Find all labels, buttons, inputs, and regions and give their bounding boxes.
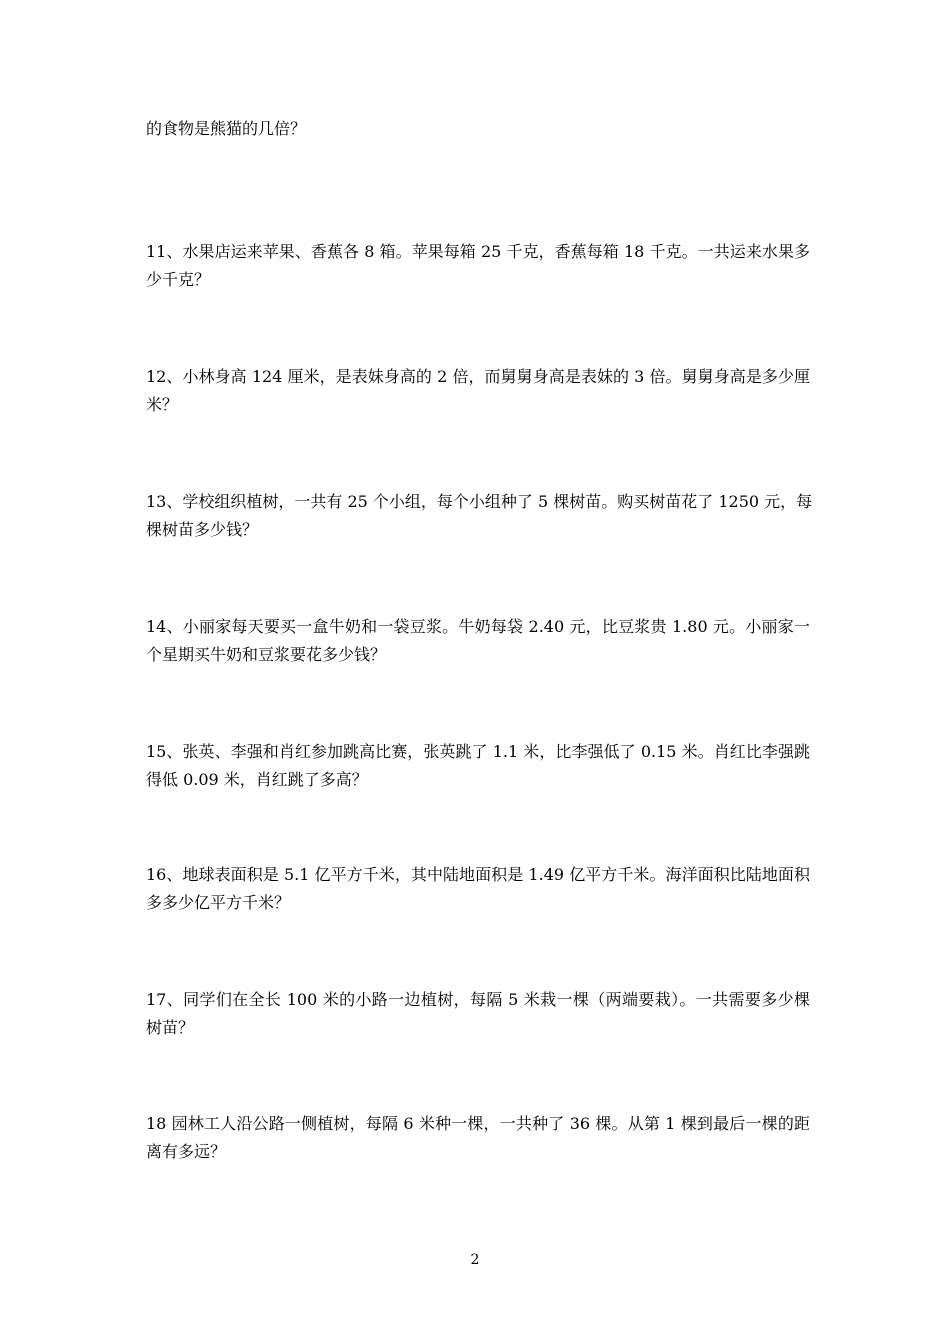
problem-text-line: 少千克？	[146, 270, 211, 289]
problem-text-line: 18 园林工人沿公路一侧植树，每隔 6 米种一棵，一共种了 36 棵。从第 1 棵到最后一棵的距	[146, 1114, 810, 1133]
page-number: 2	[470, 1252, 480, 1268]
problem-text-line: 11、水果店运来苹果、香蕉各 8 箱。苹果每箱 25 千克，香蕉每箱 18 千克。一共运来水果多	[146, 242, 810, 261]
problem-text-line: 15、张英、李强和肖红参加跳高比赛，张英跳了 1.1 米，比李强低了 0.15 米。肖红比李强跳	[146, 742, 810, 761]
problem-text-line: 个星期买牛奶和豆浆要花多少钱？	[146, 645, 387, 664]
problem-text-line: 米？	[146, 395, 179, 414]
problem-text-line: 多多少亿平方千米？	[146, 893, 291, 912]
problem-text-line: 离有多远？	[146, 1142, 227, 1161]
continuation-text: 的食物是熊猫的几倍？	[146, 119, 307, 138]
problem-text-line: 得低 0.09 米，肖红跳了多高？	[146, 770, 368, 789]
problem-text-line: 12、小林身高 124 厘米，是表妹身高的 2 倍，而舅舅身高是表妹的 3 倍。舅舅身高是多少厘	[146, 367, 810, 386]
problem-text-line: 17、同学们在全长 100 米的小路一边植树，每隔 5 米栽一棵（两端要栽）。一共需要多少棵	[146, 990, 810, 1009]
problem-text-line: 14、小丽家每天要买一盒牛奶和一袋豆浆。牛奶每袋 2.40 元，比豆浆贵 1.80 元。小丽家一	[146, 617, 810, 636]
problem-text-line: 16、地球表面积是 5.1 亿平方千米，其中陆地面积是 1.49 亿平方千米。海洋面积比陆地面积	[146, 865, 810, 884]
problem-text-line: 棵树苗多少钱？	[146, 520, 259, 539]
problem-text-line: 13、学校组织植树，一共有 25 个小组，每个小组种了 5 棵树苗。购买树苗花了 1250 元，每	[146, 492, 813, 511]
problem-text-line: 树苗？	[146, 1018, 195, 1037]
